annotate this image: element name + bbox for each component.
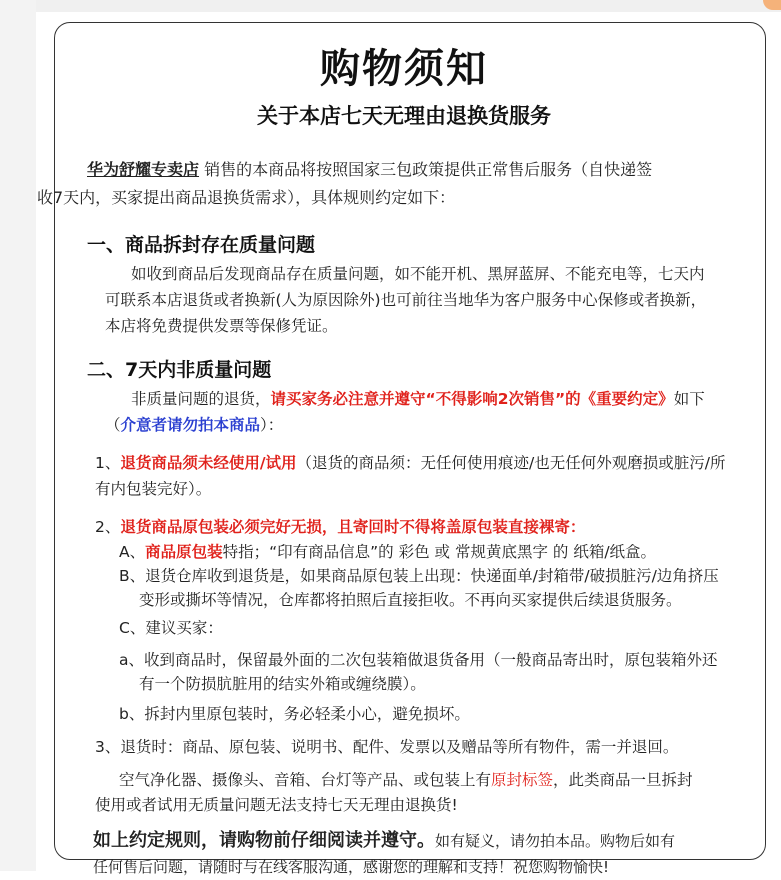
rule-2ca-line2: 有一个防损肮脏用的结实外箱或缠绕膜）。 [139, 675, 426, 693]
section2-l2a: （ [105, 416, 121, 434]
closing-line2: 任何售后问题，请随时与在线客服沟通，感谢您的理解和支持！祝您购物愉快! [93, 858, 610, 876]
rule-1-key: 退货商品须未经使用/试用 [120, 454, 297, 472]
notice-card [37, 22, 766, 876]
section2-heading: 二、7天内非质量问题 [87, 359, 272, 381]
section2-intro [55, 386, 753, 438]
top-strip [0, 0, 781, 12]
rule-2c: C、建议买家： [119, 619, 223, 637]
store-name: 华为舒耀专卖店 [87, 160, 200, 179]
seal-note-line2: 使用或者试用无质量问题无法支持七天无理由退换货! [95, 796, 458, 814]
section2-l1b: 如下 [673, 390, 705, 408]
section2-l2b: ）： [260, 416, 284, 434]
rule-2b-line2: 变形或撕坏等情况，仓库都将拍照后直接拒收。不再向买家提供后续退货服务。 [139, 591, 682, 609]
closing-rest: 如有疑义，请勿拍本品。购物后如有 [435, 832, 676, 850]
rule-1 [55, 450, 753, 502]
caution-note: 介意者请勿拍本商品 [120, 416, 261, 434]
section2-l1a: 非质量问题的退货， [131, 390, 271, 408]
rule-2b-line1: B、退货仓库收到退货是，如果商品原包装上出现：快递面单/封箱带/破损脏污/边角挤压 [119, 567, 719, 585]
seal-note-a: 空气净化器、摄像头、音箱、台灯等产品、或包装上有 [119, 771, 492, 789]
section1-heading: 一、商品拆封存在质量问题 [87, 234, 316, 256]
rule-2 [55, 514, 753, 726]
left-margin [0, 0, 36, 871]
rule-2-number: 2、 [95, 518, 121, 536]
intro-line2: 收7天内，买家提出商品退换货需求），具体规则约定如下： [37, 188, 456, 207]
closing-bold: 如上约定规则，请购物前仔细阅读并遵守。 [93, 830, 435, 851]
seal-label: 原封标签 [491, 771, 554, 789]
seal-note [55, 768, 753, 818]
section1-body [55, 261, 753, 339]
important-agreement: 请买家务必注意并遵守“不得影响2次销售”的《重要约定》 [270, 390, 674, 408]
intro-paragraph [37, 156, 753, 212]
section1-line1: 如收到商品后发现商品存在质量问题，如不能开机、黑屏蓝屏、不能充电等，七天内 [131, 265, 705, 283]
rule-2-key: 退货商品原包装必须完好无损，且寄回时不得将盖原包装直接裸寄： [120, 518, 586, 536]
rule-1-number: 1、 [95, 454, 121, 472]
rule-2cb: b、拆封内里原包装时，务必轻柔小心，避免损坏。 [119, 705, 470, 723]
page-title: 购物须知 [320, 46, 488, 92]
page-subtitle: 关于本店七天无理由退换货服务 [257, 104, 551, 128]
section1-line2: 可联系本店退货或者换新(人为原因除外)也可前往当地华为客户服务中心保修或者换新， [105, 291, 707, 309]
rule-2ca-line1: a、收到商品时，保留最外面的二次包装箱做退货备用（一般商品寄出时，原包装箱外还 [119, 651, 718, 669]
rule-2a-prefix: A、 [119, 543, 146, 561]
original-packaging: 商品原包装 [145, 543, 223, 561]
rule-2a-text: 特指；“印有商品信息”的 彩色 或 常规黄底黑字 的 纸箱/纸盒。 [222, 543, 657, 561]
intro-line1: 销售的本商品将按照国家三包政策提供正常售后服务（自快递签 [204, 160, 653, 179]
seal-note-b: ，此类商品一旦拆封 [553, 771, 693, 789]
closing-paragraph [55, 828, 753, 880]
section1-line3: 本店将免费提供发票等保修凭证。 [105, 317, 338, 335]
rule-1-text: （退货的商品须：无任何使用痕迹/也无任何外观磨损或脏污/所 [296, 454, 726, 472]
rule-3: 3、退货时：商品、原包装、说明书、配件、发票以及赠品等所有物件，需一并退回。 [95, 738, 679, 756]
rule-1-line2: 有内包装完好）。 [95, 480, 212, 498]
